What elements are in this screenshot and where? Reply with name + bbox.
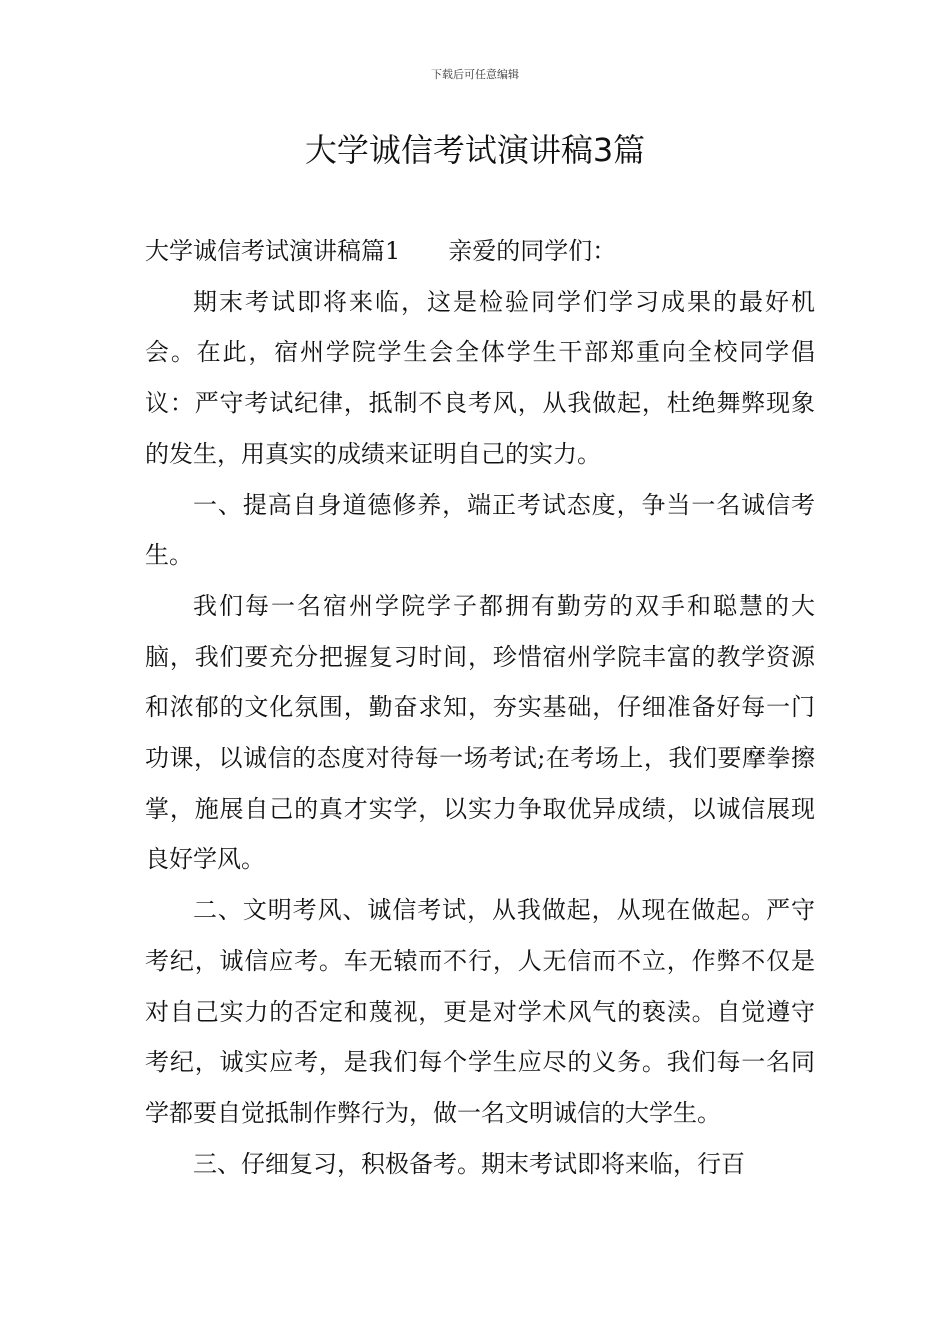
header-note: 下载后可任意编辑 <box>431 68 519 81</box>
paragraph: 二、文明考风、诚信考试，从我做起，从现在做起。严守考纪，诚信应考。车无辕而不行，人无信而不立，作弊不仅是对自己实力的否定和蔑视，更是对学术风气的亵渎。自觉遵守考纪，诚实应考，是我们每个学生应尽的义务。我们每一名同学都要自觉抵制作弊行为，做一名文明诚信的大学生。 <box>145 896 815 1127</box>
paragraph: 我们每一名宿州学院学子都拥有勤劳的双手和聪慧的大脑，我们要充分把握复习时间，珍惜宿州学院丰富的教学资源和浓郁的文化氛围，勤奋求知，夯实基础，仔细准备好每一门功课，以诚信的态度对待每一场考试;在考场上，我们要摩拳擦掌，施展自己的真才实学，以实力争取优异成绩，以诚信展现良好学风。 <box>145 591 815 874</box>
document-body <box>145 226 815 1189</box>
section-label: 大学诚信考试演讲稿篇1 <box>145 237 401 265</box>
document-title: 大学诚信考试演讲稿3篇 <box>304 131 646 169</box>
paragraph: 期末考试即将来临，这是检验同学们学习成果的最好机会。在此，宿州学院学生会全体学生干部郑重向全校同学倡议：严守考试纪律，抵制不良考风，从我做起，杜绝舞弊现象的发生，用真实的成绩来证明自己的实力。 <box>145 287 815 468</box>
paragraph: 一、提高自身道德修养，端正考试态度，争当一名诚信考生。 <box>145 490 815 570</box>
salutation: 亲爱的同学们： <box>448 237 617 265</box>
paragraph: 三、仔细复习，积极备考。期末考试即将来临，行百 <box>193 1149 745 1178</box>
opening-line <box>145 226 815 277</box>
